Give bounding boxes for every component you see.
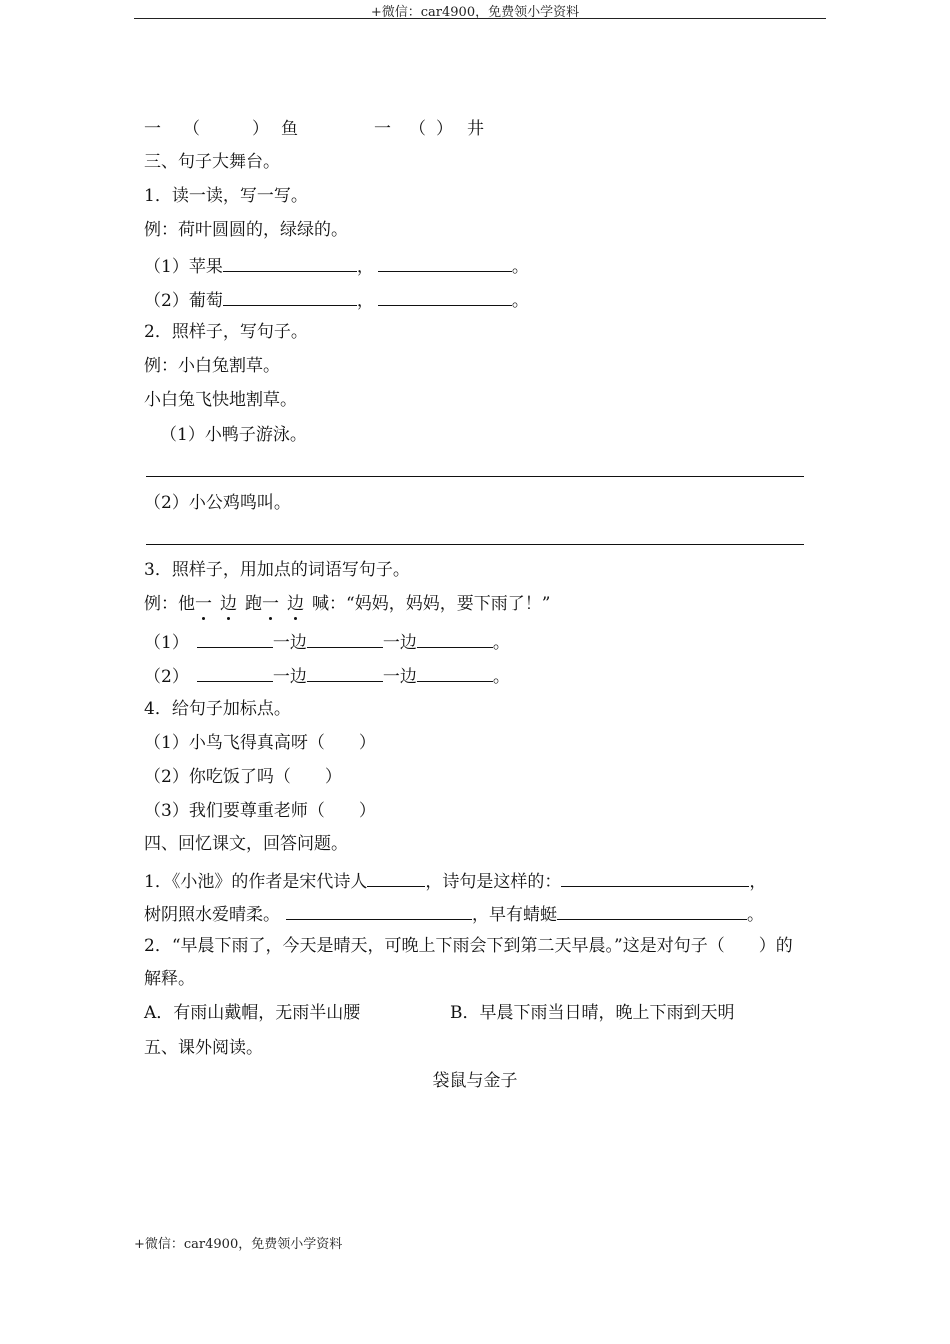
q2-item1: （1）小鸭子游泳。 bbox=[160, 425, 307, 445]
q3-ex-suffix: 喊：“妈妈，妈妈，要下雨了！” bbox=[312, 594, 551, 614]
s4-q1-part1: 1．《小池》的作者是宋代诗人 bbox=[144, 872, 368, 892]
s4-q1-line2b: ，早有蜻蜓 bbox=[472, 905, 557, 925]
q1-item-apple bbox=[144, 254, 529, 278]
blank-poem-3[interactable] bbox=[557, 902, 747, 920]
q4-title: 4．给句子加标点。 bbox=[144, 699, 291, 719]
comma: ， bbox=[356, 257, 374, 277]
s4-q1-line2 bbox=[144, 902, 764, 926]
page-footer-text: +微信：car4900，免费领小学资料 bbox=[134, 1237, 343, 1252]
blank-poet[interactable] bbox=[367, 869, 425, 887]
option-a[interactable]: A．有雨山戴帽，无雨半山腰 bbox=[144, 1003, 361, 1023]
q3-example bbox=[144, 593, 550, 615]
blank-q3-2b[interactable] bbox=[307, 664, 383, 682]
section4-title: 四、回忆课文，回答问题。 bbox=[144, 834, 348, 854]
q4-item-2: （2）你吃饭了吗（ ） bbox=[144, 767, 342, 787]
period: 。 bbox=[511, 257, 529, 277]
s4-q2-line1: 2．“早晨下雨了，今天是晴天，可晚上下雨会下到第二天早晨。”这是对句子（ ）的 bbox=[144, 936, 793, 956]
answer-line-2[interactable] bbox=[146, 544, 804, 545]
header-rule bbox=[134, 18, 826, 19]
blank-q3-1a[interactable] bbox=[197, 630, 273, 648]
q2-example1: 例：小白兔割草。 bbox=[144, 356, 280, 376]
s4-q1-line2a: 树阴照水爱晴柔。 bbox=[144, 905, 280, 925]
blank-q3-1b[interactable] bbox=[307, 630, 383, 648]
q1-item-grape bbox=[144, 288, 529, 312]
blank-poem-1[interactable] bbox=[561, 869, 749, 887]
blank-grape-2[interactable] bbox=[378, 288, 512, 306]
mw-b3: ） bbox=[436, 119, 453, 139]
yibian: 一边 bbox=[272, 633, 307, 653]
blank-apple-2[interactable] bbox=[378, 254, 512, 272]
yibian: 一边 bbox=[382, 667, 417, 687]
option-b[interactable]: B．早晨下雨当日晴，晚上下雨到天明 bbox=[450, 1003, 735, 1023]
blank-grape-1[interactable] bbox=[223, 288, 357, 306]
q4-item-1: （1）小鸟飞得真高呀（ ） bbox=[144, 733, 376, 753]
mw-a4: 鱼 bbox=[281, 119, 298, 139]
s4-q1-part3: ， bbox=[749, 872, 767, 892]
q1-item2-label: （2）葡萄 bbox=[144, 291, 223, 311]
dotted-char: 边 bbox=[287, 594, 304, 614]
q3-item1-label: （1） bbox=[144, 633, 189, 653]
q3-title: 3．照样子，用加点的词语写句子。 bbox=[144, 560, 410, 580]
period: 。 bbox=[492, 633, 510, 653]
q3-item2-label: （2） bbox=[144, 667, 189, 687]
blank-apple-1[interactable] bbox=[223, 254, 357, 272]
blank-q3-1c[interactable] bbox=[417, 630, 493, 648]
dotted-char: 一 bbox=[262, 594, 279, 614]
mw-a1: 一 bbox=[144, 119, 161, 139]
mw-a3: ） bbox=[252, 119, 269, 139]
period: 。 bbox=[492, 667, 510, 687]
mw-a2: （ bbox=[183, 119, 200, 139]
q3-ex-prefix: 例：他 bbox=[144, 594, 195, 614]
measure-word-line bbox=[144, 118, 298, 140]
q2-example2: 小白兔飞快地割草。 bbox=[144, 390, 297, 410]
period: 。 bbox=[511, 291, 529, 311]
section3-title: 三、句子大舞台。 bbox=[144, 152, 280, 172]
mw-b4: 井 bbox=[467, 119, 484, 139]
q2-title: 2．照样子，写句子。 bbox=[144, 322, 308, 342]
q3-item1 bbox=[144, 630, 510, 654]
yibian: 一边 bbox=[382, 633, 417, 653]
q1-title: 1．读一读，写一写。 bbox=[144, 186, 308, 206]
mw-b1: 一 bbox=[374, 119, 391, 139]
page-header-text: +微信：car4900，免费领小学资料 bbox=[370, 5, 580, 20]
s4-q1-part2: ，诗句是这样的： bbox=[425, 872, 562, 892]
comma: ， bbox=[356, 291, 374, 311]
mw-b2: （ bbox=[409, 119, 426, 139]
s4-q1-line1 bbox=[144, 869, 766, 893]
answer-line-1[interactable] bbox=[146, 476, 804, 477]
q3-item2 bbox=[144, 664, 510, 688]
q3-ex-verb: 跑 bbox=[245, 594, 262, 614]
q1-example: 例：荷叶圆圆的，绿绿的。 bbox=[144, 220, 348, 240]
q1-item1-label: （1）苹果 bbox=[144, 257, 223, 277]
blank-poem-2[interactable] bbox=[286, 902, 472, 920]
measure-word-line-2 bbox=[374, 118, 484, 140]
blank-q3-2a[interactable] bbox=[197, 664, 273, 682]
story-title: 袋鼠与金子 bbox=[432, 1071, 518, 1091]
dotted-char: 一 bbox=[195, 594, 212, 614]
s4-q2-line2: 解释。 bbox=[144, 969, 195, 989]
blank-q3-2c[interactable] bbox=[417, 664, 493, 682]
s4-q1-line2c: 。 bbox=[747, 905, 764, 925]
section5-title: 五、课外阅读。 bbox=[144, 1038, 263, 1058]
q2-item2: （2）小公鸡鸣叫。 bbox=[144, 493, 291, 513]
q4-item-3: （3）我们要尊重老师（ ） bbox=[144, 801, 376, 821]
dotted-char: 边 bbox=[220, 594, 237, 614]
yibian: 一边 bbox=[272, 667, 307, 687]
